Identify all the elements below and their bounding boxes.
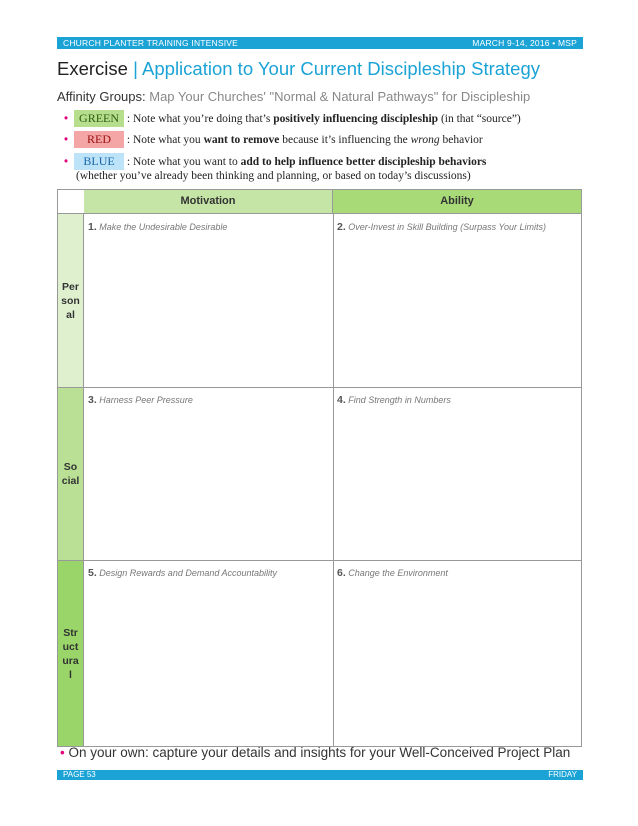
green-tag: GREEN — [74, 110, 124, 127]
strategy-table — [57, 189, 582, 747]
row-header-label: Str uct ura l — [62, 626, 79, 681]
header-title: CHURCH PLANTER TRAINING INTENSIVE — [63, 38, 239, 48]
column-header-ability: Ability — [333, 190, 581, 213]
header-bar — [57, 37, 583, 49]
footer-bar — [57, 770, 583, 780]
cell-1[interactable] — [85, 218, 333, 236]
cell-4[interactable] — [334, 391, 581, 409]
bullet-green — [64, 110, 521, 127]
page-number: PAGE 53 — [63, 770, 96, 779]
bullet-bold: positively influencing discipleship — [273, 113, 439, 125]
divider — [58, 387, 581, 388]
column-header-motivation: Motivation — [84, 190, 333, 213]
divider — [58, 560, 581, 561]
bullet-continuation: (whether you’ve already been thinking and planning, or based on today’s discussions) — [76, 170, 471, 182]
cell-3[interactable] — [85, 391, 333, 409]
blue-tag: BLUE — [74, 153, 124, 170]
cell-label: Design Rewards and Demand Accountability — [99, 568, 278, 578]
cell-label: Over-Invest in Skill Building (Surpass Your Limits) — [348, 222, 547, 232]
cell-label: Find Strength in Numbers — [348, 395, 451, 405]
row-header-label: Per son al — [61, 280, 80, 321]
header-date: MARCH 9-14, 2016 • MSP — [472, 38, 577, 48]
own-label: On your own: — [68, 745, 149, 760]
affinity-text: Map Your Churches' "Normal & Natural Pathways" for Discipleship — [145, 89, 531, 104]
cell-number: 4. — [337, 394, 346, 406]
bullet-dot: • — [64, 113, 69, 125]
bullet-text: : Note what you — [126, 134, 204, 146]
bullet-post2: behavior — [439, 134, 483, 146]
affinity-label: Affinity Groups: — [57, 89, 146, 104]
cell-label: Harness Peer Pressure — [99, 395, 193, 405]
red-tag: RED — [74, 131, 124, 148]
title-main: Exercise — [57, 58, 128, 79]
bullet-bold: want to remove — [203, 134, 280, 146]
title-subtitle: Application to Your Current Discipleship Strategy — [142, 58, 540, 79]
cell-label: Change the Environment — [348, 568, 448, 578]
cell-number: 1. — [88, 221, 97, 233]
bullet-post: because it’s influencing the — [279, 134, 411, 146]
cell-label: Make the Undesirable Desirable — [99, 222, 228, 232]
cell-number: 6. — [337, 567, 346, 579]
cell-5[interactable] — [85, 564, 333, 582]
bullet-red — [64, 131, 483, 148]
cell-2[interactable] — [334, 218, 581, 236]
bullet-blue — [64, 153, 486, 170]
cell-number: 2. — [337, 221, 346, 233]
own-bullet: • — [60, 745, 65, 760]
bullet-dot: • — [64, 134, 69, 146]
cell-6[interactable] — [334, 564, 581, 582]
bullet-post: (in that “source”) — [438, 113, 521, 125]
row-header-structural — [58, 561, 84, 746]
page-title — [57, 58, 540, 80]
row-header-personal — [58, 214, 84, 387]
divider — [333, 213, 334, 746]
cell-number: 3. — [88, 394, 97, 406]
divider — [58, 213, 581, 214]
bullet-italic: wrong — [410, 134, 440, 146]
cell-number: 5. — [88, 567, 97, 579]
footer-day: FRIDAY — [548, 770, 577, 779]
bullet-text: : Note what you want to — [126, 156, 241, 168]
own-text: capture your details and insights for your Well-Conceived Project Plan — [148, 745, 571, 760]
own-instruction — [60, 745, 570, 760]
bullet-text: : Note what you’re doing that’s — [126, 113, 274, 125]
bullet-dot: • — [64, 156, 69, 168]
affinity-line — [57, 89, 530, 104]
bullet-bold: add to help influence better discipleship behaviors — [240, 156, 487, 168]
title-separator: | — [127, 58, 143, 79]
row-header-social — [58, 388, 84, 560]
row-header-label: So cial — [61, 461, 80, 487]
